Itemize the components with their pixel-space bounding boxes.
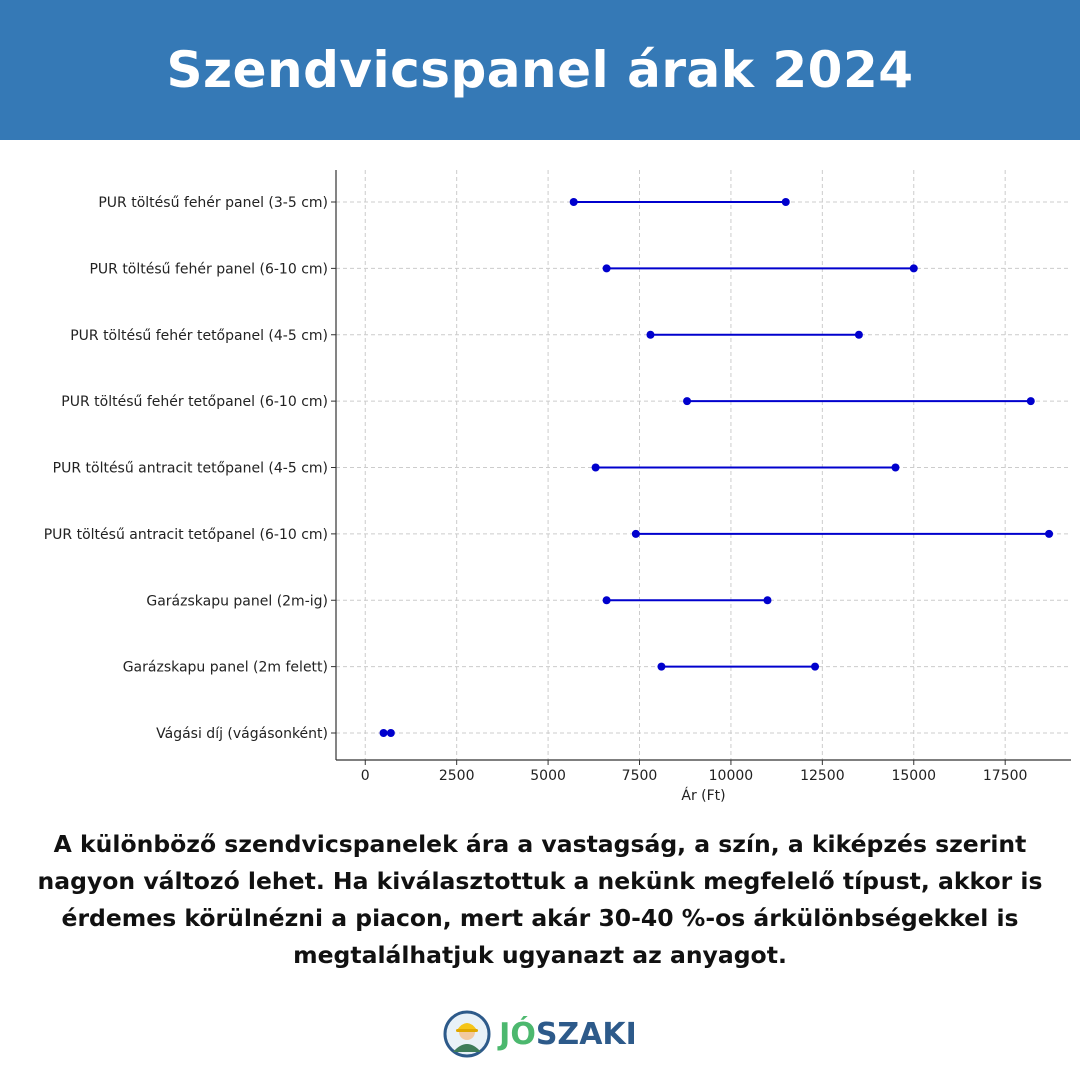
min-point-7 (603, 264, 611, 272)
x-tick-label-7: 17500 (982, 768, 1028, 784)
y-tick-label-3: PUR töltésű antracit tetőpanel (6-10 cm) (43, 526, 328, 543)
min-point-1 (657, 663, 665, 671)
logo[interactable] (0, 1008, 1080, 1060)
header-banner (0, 0, 1080, 140)
logo-text-jo: JÓ (499, 1016, 536, 1052)
x-tick-label-6: 15000 (891, 768, 937, 784)
page-title: Szendvicspanel árak 2024 (166, 41, 914, 99)
x-axis-label: Ár (Ft) (681, 788, 726, 804)
y-tick-label-8: PUR töltésű fehér panel (3-5 cm) (98, 195, 328, 211)
y-tick-label-0: Vágási díj (vágásonként) (156, 726, 328, 742)
max-point-8 (782, 198, 790, 206)
logo-text-szaki: SZAKI (535, 1016, 637, 1052)
y-tick-label-4: PUR töltésű antracit tetőpanel (4-5 cm) (52, 460, 328, 477)
max-point-3 (1045, 530, 1053, 538)
max-point-1 (811, 663, 819, 671)
range-chart (0, 140, 1080, 820)
y-tick-label-7: PUR töltésű fehér panel (6-10 cm) (89, 261, 328, 278)
min-point-3 (632, 530, 640, 538)
max-point-5 (1027, 397, 1035, 405)
x-tick-label-1: 2500 (438, 768, 475, 784)
min-point-4 (592, 464, 600, 472)
max-point-0 (387, 729, 395, 737)
min-point-0 (380, 729, 388, 737)
min-point-6 (646, 331, 654, 339)
min-point-2 (603, 596, 611, 604)
y-tick-label-1: Garázskapu panel (2m felett) (122, 659, 328, 676)
max-point-7 (910, 264, 918, 272)
min-point-5 (683, 397, 691, 405)
max-point-6 (855, 331, 863, 339)
max-point-4 (891, 464, 899, 472)
x-tick-label-4: 10000 (708, 768, 754, 784)
caption-text: A különböző szendvicspanelek ára a vastagság, a szín, a kiképzés szerint nagyon változó lehet. Ha kiválasztottuk a nekünk megfelelő típust, akkor is érdemes körülnézni a piacon, mert akár 30-40 %-os árkülönbségekkel is megtalálhatjuk ugyanazt az anyagot. (37, 830, 1043, 969)
y-tick-label-5: PUR töltésű fehér tetőpanel (6-10 cm) (61, 394, 328, 411)
x-tick-label-2: 5000 (530, 768, 566, 784)
x-tick-label-3: 7500 (621, 768, 658, 784)
y-tick-label-6: PUR töltésű fehér tetőpanel (4-5 cm) (70, 327, 328, 344)
x-tick-label-0: 0 (360, 768, 370, 784)
logo-wordmark (499, 1017, 637, 1052)
min-point-8 (570, 198, 578, 206)
max-point-2 (763, 596, 771, 604)
worker-avatar-icon (443, 1010, 491, 1058)
y-tick-label-2: Garázskapu panel (2m-ig) (146, 593, 328, 610)
x-tick-label-5: 12500 (800, 768, 845, 784)
